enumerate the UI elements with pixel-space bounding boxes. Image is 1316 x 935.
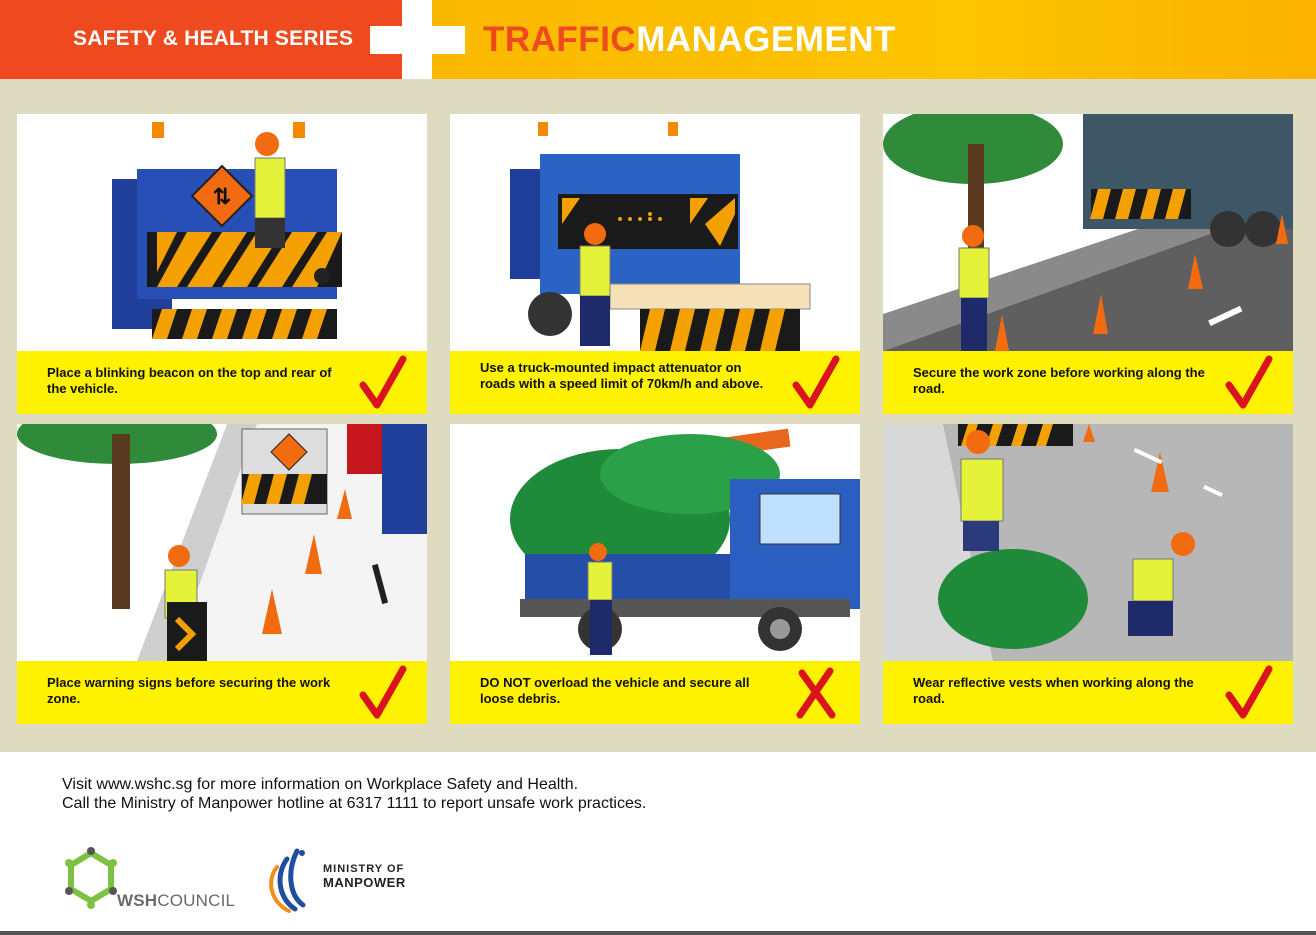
panel-attenuator xyxy=(450,114,860,414)
panel-caption: Secure the work zone before working along the road. xyxy=(913,365,1205,396)
wsh-council-wordmark xyxy=(117,891,235,911)
panel-work-zone xyxy=(883,114,1293,414)
wsh-wordmark-bold: WSH xyxy=(117,891,158,910)
panel-beacon xyxy=(17,114,427,414)
caption-bar xyxy=(883,351,1293,414)
impact-attenuator-truck-illustration xyxy=(450,114,860,351)
mom-line-1: MINISTRY OF xyxy=(323,863,405,875)
bottom-rule xyxy=(0,931,1316,935)
header-banner xyxy=(0,0,1316,79)
svg-text:⇅: ⇅ xyxy=(212,184,232,209)
footer-line-hotline: Call the Ministry of Manpower hotline at 6317 1111 to report unsafe work practices. xyxy=(62,795,647,812)
page-title xyxy=(483,20,896,60)
wsh-council-logo xyxy=(63,845,236,915)
check-mark-icon xyxy=(1225,355,1273,411)
check-mark-icon xyxy=(359,665,407,721)
wsh-wordmark-light: COUNCIL xyxy=(157,891,236,910)
panel-reflective-vests xyxy=(883,424,1293,724)
overloaded-truck-illustration xyxy=(450,424,860,661)
panel-warning-signs xyxy=(17,424,427,724)
caption-bar xyxy=(17,351,427,414)
footer-info xyxy=(62,775,646,813)
header-cross-horizontal xyxy=(370,26,465,54)
work-zone-cones-illustration xyxy=(883,114,1293,351)
caption-bar xyxy=(450,661,860,724)
mom-line-2: MANPOWER xyxy=(323,875,406,890)
footer-line-website: Visit www.wshc.sg for more information on Workplace Safety and Health. xyxy=(62,776,579,793)
panel-caption: Place warning signs before securing the work zone. xyxy=(47,675,331,706)
title-part-management: MANAGEMENT xyxy=(636,20,896,59)
caption-bar xyxy=(450,351,860,414)
check-mark-icon xyxy=(1225,665,1273,721)
wsh-council-emblem-icon xyxy=(63,845,125,915)
cross-mark-icon xyxy=(792,665,840,721)
caption-bar xyxy=(883,661,1293,724)
panel-caption: Wear reflective vests when working along the road. xyxy=(913,675,1194,706)
check-mark-icon xyxy=(792,355,840,411)
check-mark-icon xyxy=(359,355,407,411)
series-label: SAFETY & HEALTH SERIES xyxy=(73,27,354,50)
ministry-of-manpower-emblem-icon xyxy=(265,845,321,915)
caption-bar xyxy=(17,661,427,724)
truck-rear-beacon-illustration xyxy=(17,114,427,351)
panel-overload xyxy=(450,424,860,724)
panel-caption: DO NOT overload the vehicle and secure all loose debris. xyxy=(480,675,750,706)
ministry-of-manpower-logo xyxy=(265,845,425,915)
warning-sign-placement-illustration xyxy=(17,424,427,661)
panel-caption: Place a blinking beacon on the top and rear of the vehicle. xyxy=(47,365,332,396)
ministry-of-manpower-wordmark xyxy=(323,863,406,889)
title-part-traffic: TRAFFIC xyxy=(483,20,637,59)
reflective-vests-workers-illustration xyxy=(883,424,1293,661)
panel-caption: Use a truck-mounted impact attenuator on roads with a speed limit of 70km/h and above. xyxy=(480,360,764,391)
